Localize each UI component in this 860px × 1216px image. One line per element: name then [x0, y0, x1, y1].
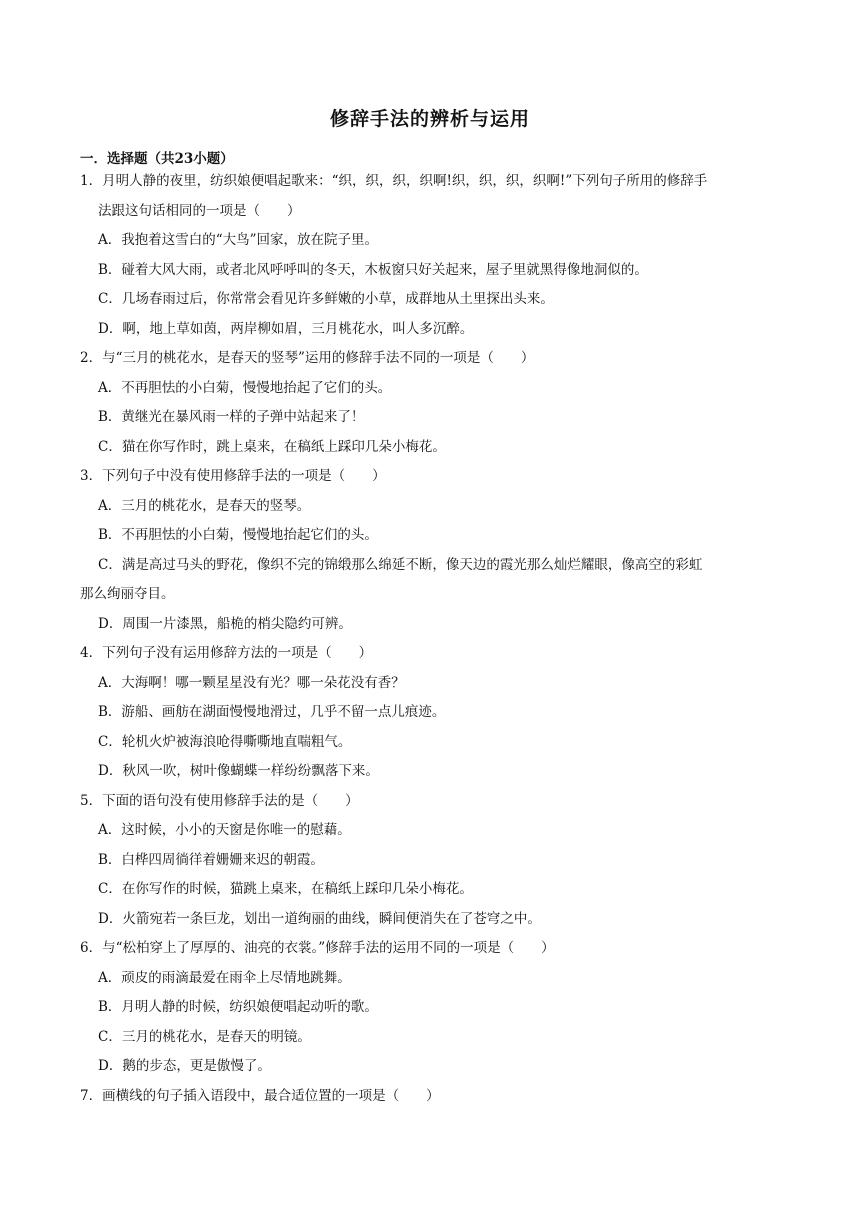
question-4-option-c: C．轮机火炉被海浪呛得嘶嘶地直喘粗气。 [98, 733, 352, 750]
question-2-option-c: C．猫在你写作时，跳上桌来，在稿纸上踩印几朵小梅花。 [98, 438, 446, 455]
page-title: 修辞手法的辨析与运用 [329, 108, 530, 130]
question-5-option-b: B．白桦四周徜徉着姗姗来迟的朝霞。 [98, 851, 324, 868]
question-4-stem: 4．下列句子没有运用修辞方法的一项是（ ） [80, 645, 373, 661]
question-7-stem: 7．画横线的句子插入语段中，最合适位置的一项是（ ） [80, 1087, 440, 1104]
question-6-option-c: C．三月的桃花水，是春天的明镜。 [98, 1028, 311, 1045]
question-6-option-b: B．月明人静的时候，纺织娘便唱起动听的歌。 [98, 999, 378, 1015]
question-6-option-d: D．鹅的步态，更是傲慢了。 [98, 1058, 271, 1074]
question-2-option-a: A．不再胆怯的小白菊，慢慢地抬起了它们的头。 [98, 379, 392, 396]
question-5-option-c: C．在你写作的时候，猫跳上桌来，在稿纸上踩印几朵小梅花。 [98, 881, 473, 897]
question-4-option-a: A．大海啊！哪一颗星星没有光？哪一朵花没有香？ [98, 674, 405, 691]
question-3-option-b: B．不再胆怯的小白菊，慢慢地抬起它们的头。 [98, 527, 378, 543]
question-4-option-b: B．游船、画舫在湖面慢慢地滑过，几乎不留一点儿痕迹。 [98, 704, 446, 720]
question-1-stem: 1．月明人静的夜里，纺织娘便唱起歌来：“织，织，织，织啊!织，织，织，织啊!”下列句子所用的修辞手 [80, 173, 708, 189]
question-1-stem-cont: 法跟这句话相同的一项是（ ） [98, 202, 301, 219]
section-heading: 一．选择题（共23小题） [80, 151, 234, 167]
question-3-option-d: D．周围一片漆黑，船桅的梢尖隐约可辨。 [98, 615, 352, 632]
question-6-stem: 6．与“松柏穿上了厚厚的、油亮的衣裳。”修辞手法的运用不同的一项是（ ） [80, 940, 555, 956]
question-3-option-a: A．三月的桃花水，是春天的竖琴。 [98, 497, 311, 514]
question-3-option-c: C．满是高过马头的野花，像织不完的锦缎那么绵延不断，像天边的霞光那么灿烂耀眼，像高空的彩虹 [98, 556, 703, 573]
question-5-option-d: D．火箭宛若一条巨龙，划出一道绚丽的曲线，瞬间便消失在了苍穹之中。 [98, 910, 541, 927]
question-5-stem: 5．下面的语句没有使用修辞手法的是（ ） [80, 792, 359, 809]
question-1-option-a: A．我抱着这雪白的“大鸟”回家，放在院子里。 [98, 232, 379, 248]
question-3-option-c-cont: 那么绚丽夺目。 [80, 586, 175, 602]
question-4-option-d: D．秋风一吹，树叶像蝴蝶一样纷纷飘落下来。 [98, 763, 379, 779]
question-5-option-a: A．这时候，小小的天窗是你唯一的慰藉。 [98, 822, 351, 838]
question-6-option-a: A．顽皮的雨滴最爱在雨伞上尽情地跳舞。 [98, 969, 351, 986]
question-3-stem: 3．下列句子中没有使用修辞手法的一项是（ ） [80, 468, 386, 484]
question-1-option-c: C．几场春雨过后，你常常会看见许多鲜嫩的小草，成群地从土里探出头来。 [98, 291, 554, 307]
question-2-option-b: B．黄继光在暴风雨一样的子弹中站起来了！ [98, 409, 365, 425]
question-1-option-b: B．碰着大风大雨，或者北风呼呼叫的冬天，木板窗只好关起来，屋子里就黑得像地洞似的。 [98, 261, 648, 278]
question-2-stem: 2．与“三月的桃花水，是春天的竖琴”运用的修辞手法不同的一项是（ ） [80, 350, 535, 366]
question-1-option-d: D．啊，地上草如茵，两岸柳如眉，三月桃花水，叫人多沉醉。 [98, 320, 474, 337]
